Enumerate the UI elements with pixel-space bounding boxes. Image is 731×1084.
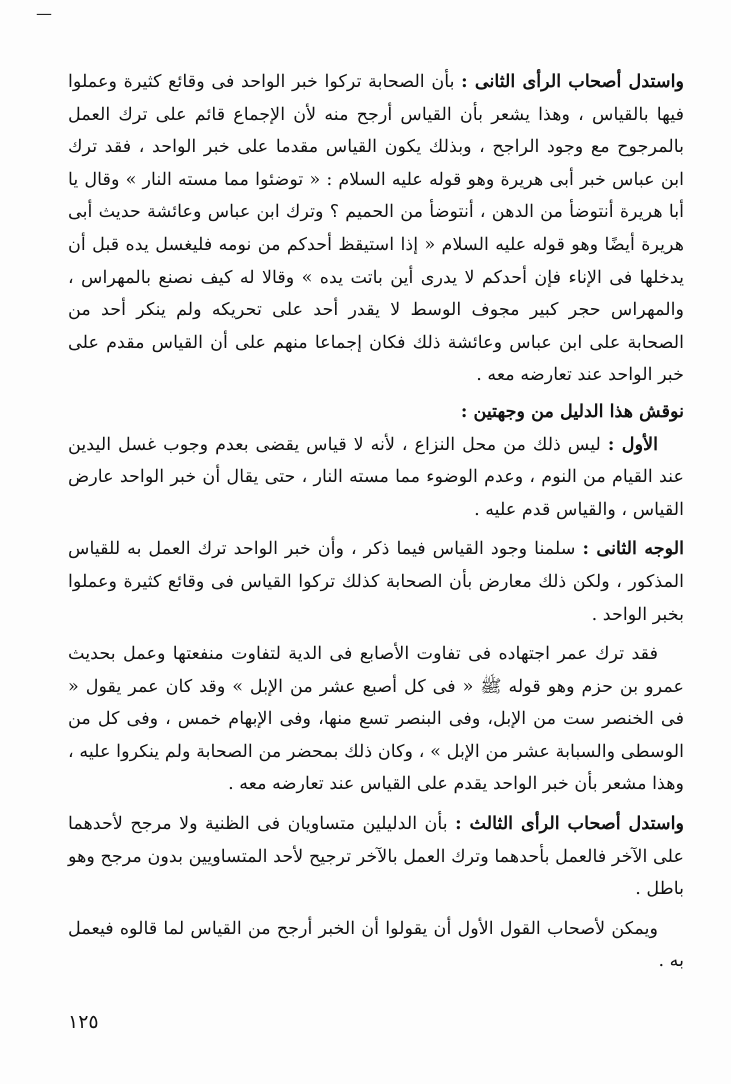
paragraph-lead: الوجه الثانى :	[582, 538, 684, 560]
paragraph-text: سلمنا وجود القياس فيما ذكر ، وأن خبر الواحد ترك العمل به للقياس المذكور ، ولكن ذلك معارض بأن الصحابة كذلك تركوا القياس فى وقائع كثيرة وعملوا بخبر الواحد .	[68, 539, 684, 625]
main-text	[68, 66, 684, 978]
corner-mark: —	[36, 4, 52, 23]
paragraph-lead: واستدل أصحاب الرأى الثالث :	[455, 813, 685, 835]
paragraph-third-opinion	[68, 808, 684, 906]
paragraph-text: ليس ذلك من محل النزاع ، لأنه لا قياس يقضى بعدم وجوب غسل اليدين عند القيام من النوم ، وعدم الوضوء مما مسته النار ، حتى يقال أن خبر الواحد عارض القياس ، والقياس قدم عليه .	[68, 434, 684, 520]
paragraph-lead: واستدل أصحاب الرأى الثانى :	[461, 71, 684, 92]
paragraph-text: ويمكن لأصحاب القول الأول أن يقولوا أن الخبر أرجح من القياس لما قالوه فيعمل به .	[68, 918, 684, 972]
paragraph-third-opinion-second-group	[68, 66, 684, 392]
paragraph-second-objection	[68, 533, 684, 631]
page-number: ١٢٥	[68, 1011, 99, 1033]
paragraph-first-objection	[68, 429, 684, 527]
paragraph-reply	[68, 913, 684, 978]
paragraph-umar-example	[68, 638, 684, 801]
paragraph-text: بأن الدليلين متساويان فى الظنية ولا مرجح لأحدهما على الآخر فالعمل بأحدهما وترك العمل بالآخر ترجيح لأحد المتساويين بدون مرجح وهو باطل .	[68, 814, 684, 900]
paragraph-text: فقد ترك عمر اجتهاده فى تفاوت الأصابع فى الدية لتفاوت منفعتها وعمل بحديث عمرو بن حزم وهو قوله ﷺ « فى كل أصبع عشر من الإبل » وقد كان عمر يقول « فى الخنصر ست من الإبل، وفى البنصر تسع منها، وفى الإبهام خمس ، وفى كل من الوسطى والسبابة عشر من الإبل » ، وكان ذلك بمحضر من الصحابة ولم ينكروا عليه ، وهذا مشعر بأن خبر الواحد يقدم على القياس عند تعارضه معه .	[68, 644, 684, 795]
paragraph-text: بأن الصحابة تركوا خبر الواحد فى وقائع كثيرة وعملوا فيها بالقياس ، وهذا يشعر بأن القياس أرجح منه لأن الإجماع قائم على ترك العمل بالمرجوح مع وجود الراجح ، وبذلك يكون القياس مقدما على خبر الواحد ، فقد ترك ابن عباس خبر أبى هريرة وهو قوله عليه السلام : « توضئوا مما مسته النار » وقال يا أبا هريرة أنتوضأ من الدهن ، أنتوضأ من الحميم ؟ وترك ابن عباس وعائشة حديث أبى هريرة أيضًا وهو قوله عليه السلام « إذا استيقظ أحدكم من نومه فليغسل يده قبل أن يدخلها فى الإناء فإن أحدكم لا يدرى أين باتت يده » وقالا له كيف نصنع بالمهراس ، والمهراس حجر كبير مجوف الوسط لا يقدر أحد على تحريكه ولم ينكر أحد من الصحابة على ابن عباس وعائشة ذلك فكان إجماعا منهم على أن القياس مقدم على خبر الواحد عند تعارضه معه .	[68, 72, 684, 386]
paragraph-lead: الأول :	[607, 433, 658, 455]
section-heading: نوقش هذا الدليل من وجهتين :	[460, 400, 684, 422]
